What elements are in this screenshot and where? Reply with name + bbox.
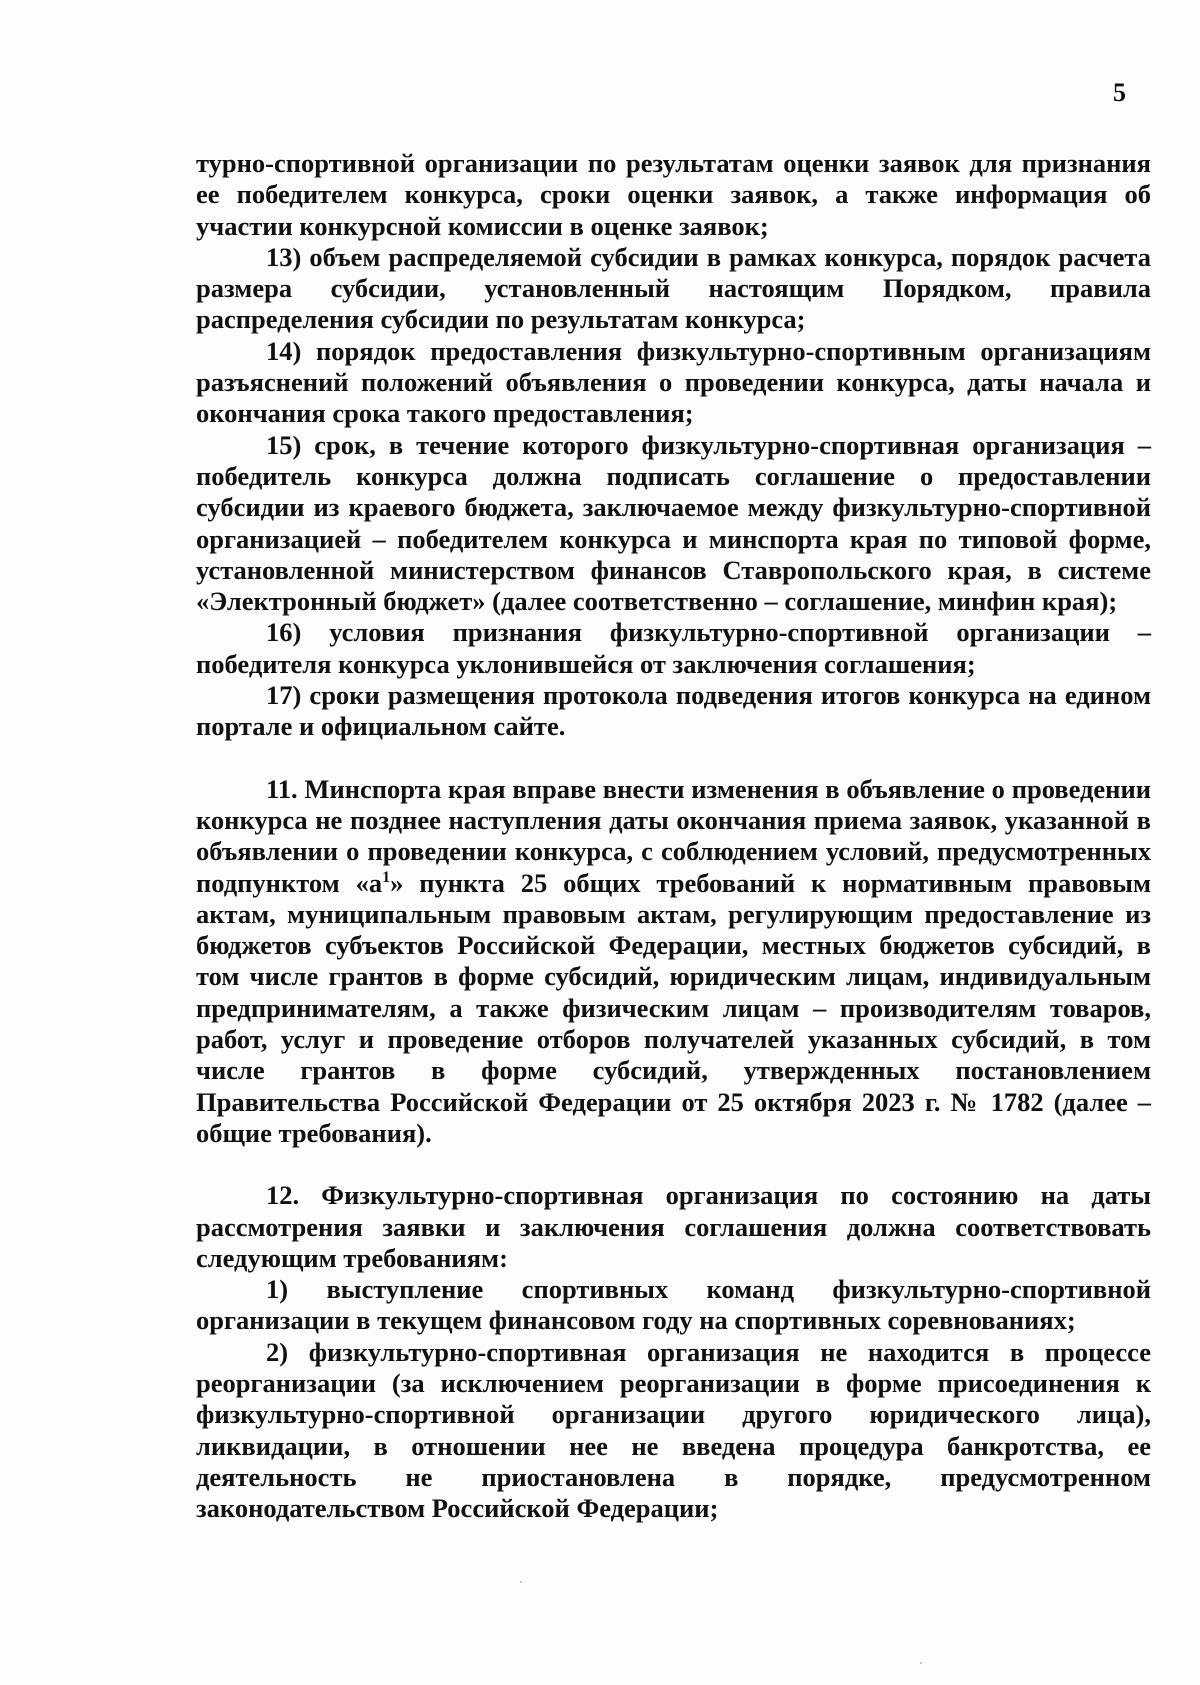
scan-speck bbox=[520, 1581, 522, 1583]
paragraph-gap bbox=[196, 743, 1151, 774]
paragraph-item-16: 16) условия признания физкультурно-спортивной организации – победителя конкурса уклонившейся от заключения соглашения; bbox=[196, 617, 1151, 679]
paragraph-item-14: 14) порядок предоставления физкультурно-спортивным организациям разъяснений положений объявления о проведении конкурса, даты начала и окончания срока такого предоставления; bbox=[196, 335, 1151, 429]
paragraph-item-12-2: 2) физкультурно-спортивная организация не находится в процессе реорганизации (за исключением реорганизации в форме присоединения к физкультурно-спортивной организации другого юридического лица), ликвидации, в отношении нее не введена процедура банкротства, ее деятельность не приостановлена в порядке, предусмотренном законодательством Российской Федерации; bbox=[196, 1336, 1151, 1524]
paragraph-item-17: 17) сроки размещения протокола подведения итогов конкурса на едином портале и официальном сайте. bbox=[196, 680, 1151, 742]
section-11-text-start: 11. Минспорта края вправе внести изменения в объявление о проведении конкурса не позднее наступления даты окончания приема заявок, указанной в объявлении о проведении конкурса, с соблюдением условий, предусмотренных подпунктом «а bbox=[196, 773, 1151, 898]
page-number: 5 bbox=[1113, 78, 1126, 107]
paragraph-item-12-1: 1) выступление спортивных команд физкультурно-спортивной организации в текущем финансовом году на спортивных соревнованиях; bbox=[196, 1274, 1151, 1336]
paragraph-gap bbox=[196, 1149, 1151, 1180]
superscript-marker: 1 bbox=[382, 868, 391, 886]
paragraph-section-11 bbox=[196, 774, 1151, 1150]
paragraph-item-15: 15) срок, в течение которого физкультурно-спортивная организация – победитель конкурса должна подписать соглашение о предоставлении субсидии из краевого бюджета, заключаемое между физкультурно-спортивной организацией – победителем конкурса и минспорта края по типовой форме, установленной министерством финансов Ставропольского края, в системе «Электронный бюджет» (далее соответственно – соглашение, минфин края); bbox=[196, 429, 1151, 617]
paragraph-section-12: 12. Физкультурно-спортивная организация по состоянию на даты рассмотрения заявки и заключения соглашения должна соответствовать следующим требованиям: bbox=[196, 1180, 1151, 1273]
scan-speck bbox=[920, 1662, 922, 1664]
document-body bbox=[196, 148, 1151, 1524]
section-11-text-end: » пункта 25 общих требований к нормативным правовым актам, муниципальным правовым актам, регулирующим предоставление из бюджетов субъектов Российской Федерации, местных бюджетов субсидий, в том числе грантов в форме субсидий, юридическим лицам, индивидуальным предпринимателям, а также физическим лицам – производителям товаров, работ, услуг и проведение отборов получателей указанных субсидий, в том числе грантов в форме субсидий, утвержденных постановлением Правительства Российской Федерации от 25 октября 2023 г. № 1782 (далее – общие требования). bbox=[196, 867, 1151, 1148]
paragraph-continuation: турно-спортивной организации по результатам оценки заявок для признания ее победителем конкурса, сроки оценки заявок, а также информация об участии конкурсной комиссии в оценке заявок; bbox=[196, 148, 1151, 241]
paragraph-item-13: 13) объем распределяемой субсидии в рамках конкурса, порядок расчета размера субсидии, установленный настоящим Порядком, правила распределения субсидии по результатам конкурса; bbox=[196, 241, 1151, 335]
